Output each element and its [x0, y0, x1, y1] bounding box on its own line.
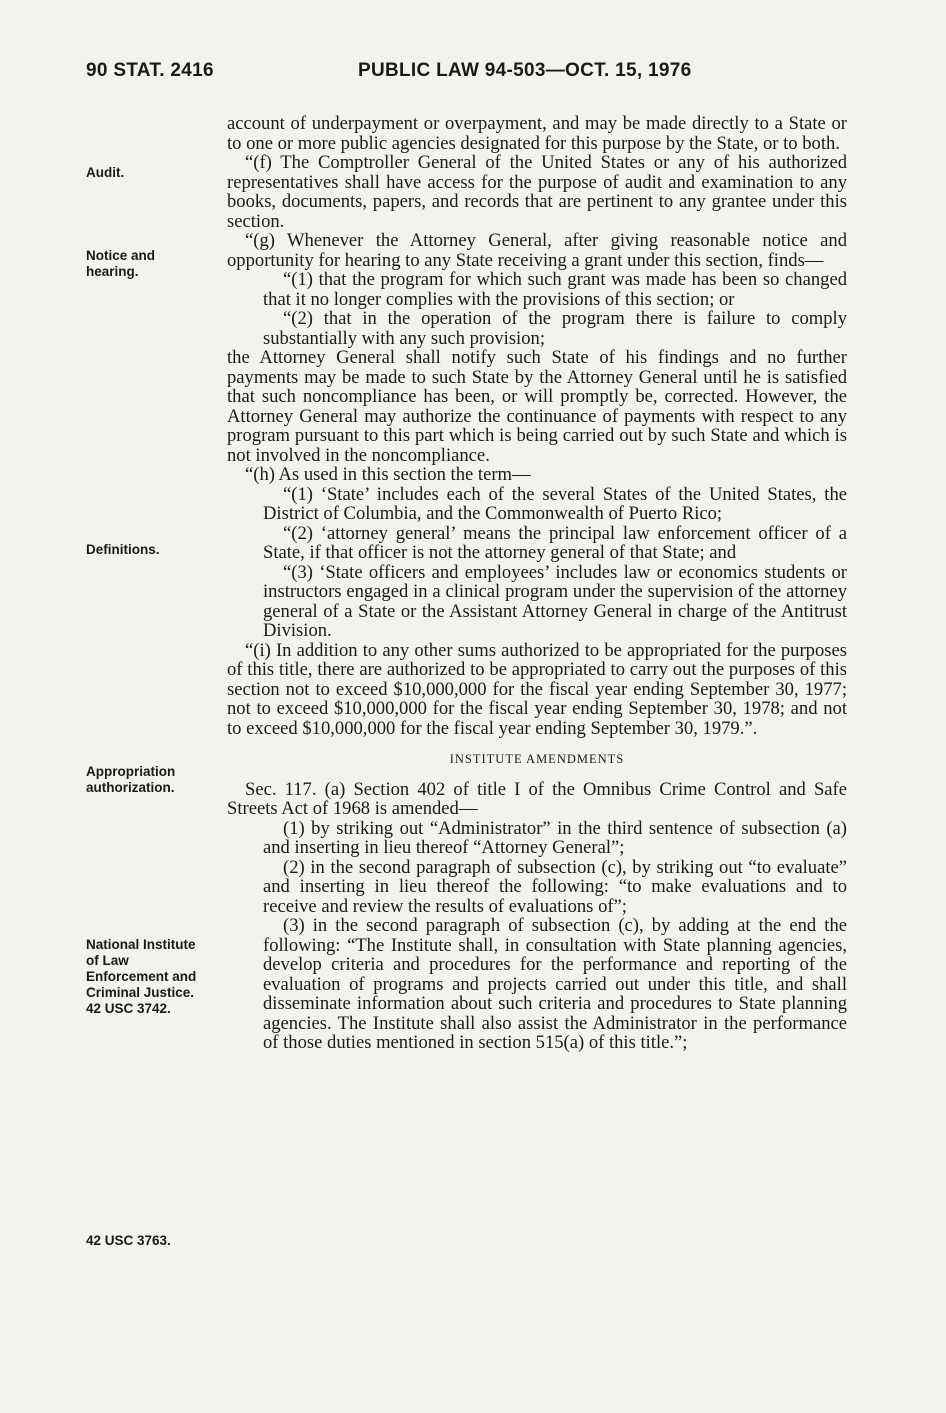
paragraph-g2: “(2) that in the operation of the program there is failure to comply substantially with any such provision; [263, 308, 847, 349]
margin-note-notice-line1: Notice and [86, 248, 156, 263]
margin-note-nile-line4: Criminal Justice. [86, 985, 195, 1000]
margin-note-nile-line2: of Law [86, 953, 129, 968]
section-heading: INSTITUTE AMENDMENTS [449, 752, 625, 766]
paragraph-117-2: (2) in the second paragraph of subsection (c), by striking out “to evaluate” and inserting in lieu thereof the following: “to make evaluations and to receive and review the results of evaluations of”; [263, 856, 847, 917]
paragraph-intro: account of underpayment or overpayment, and may be made directly to a State or to one or more public agencies designated for this purpose by the State, or to both. [227, 113, 847, 154]
margin-note-definitions-text: Definitions. [86, 542, 160, 557]
paragraph-g1: “(1) that the program for which such grant was made has been so changed that it no longer complies with the provisions of this section; or [263, 269, 847, 310]
paragraph-h1: “(1) ‘State’ includes each of the several States of the United States, the District of Columbia, and the Commonwealth of Puerto Rico; [263, 483, 847, 524]
paragraph-h-definitions: “(h) As used in this section the term— [245, 464, 531, 485]
paragraph-sec-117: Sec. 117. (a) Section 402 of title I of the Omnibus Crime Control and Safe Streets Act of 1968 is amended— [227, 778, 847, 819]
paragraph-h2: “(2) ‘attorney general’ means the principal law enforcement officer of a State, if that officer is not the attorney general of that State; and [263, 522, 847, 563]
margin-note-nile-line3: Enforcement and [86, 969, 197, 984]
margin-note-audit-text: Audit. [86, 165, 125, 180]
margin-note-nile [86, 937, 196, 1017]
margin-note-approp-line2: authorization. [86, 780, 175, 795]
margin-note-definitions [86, 542, 160, 558]
statute-body [227, 114, 847, 1053]
paragraph-f-audit: “(f) The Comptroller General of the United States or any of his authorized representatives shall have access for the purpose of audit and examination to any books, documents, papers, and records that are pertinent to any grantee under this section. [227, 152, 847, 232]
margin-note-notice-hearing [86, 248, 155, 280]
stat-page-reference: 90 STAT. 2416 [86, 60, 214, 81]
margin-note-notice-line2: hearing. [86, 264, 139, 279]
margin-note-usc-3763-text: 42 USC 3763. [86, 1233, 171, 1248]
paragraph-i-appropriation: “(i) In addition to any other sums authorized to be appropriated for the purposes of this title, there are authorized to be appropriated to carry out the purposes of this section not to exceed $10,000,000 for the fiscal year ending September 30, 1977; not to exceed $10,000,000 for the fiscal year ending September 30, 1978; and not to exceed $10,000,000 for the fiscal year ending September 30, 1979.”. [227, 639, 847, 739]
margin-note-usc-3763 [86, 1233, 171, 1249]
page-header [0, 60, 946, 90]
margin-note-audit [86, 165, 124, 181]
paragraph-117-1: (1) by striking out “Administrator” in the third sentence of subsection (a) and inserting in lieu thereof “Attorney General”; [263, 817, 847, 858]
paragraph-g-tail: the Attorney General shall notify such State of his findings and no further payments may be made to such State by the Attorney General until he is satisfied that such noncompliance has been, or will promptly be, corrected. However, the Attorney General may authorize the continuance of payments with respect to any program pursuant to this part which is being carried out by such State and which is not involved in the noncompliance. [227, 347, 847, 466]
paragraph-117-3: (3) in the second paragraph of subsection (c), by adding at the end the following: “The Institute shall, in consultation with State planning agencies, develop criteria and procedures for the performance and reporting of the evaluation of programs and projects carried out under this title, and shall disseminate information about such criteria and procedures to State planning agencies. The Institute shall also assist the Administrator in the performance of those duties mentioned in section 515(a) of this title.”; [263, 915, 847, 1053]
running-title: PUBLIC LAW 94-503—OCT. 15, 1976 [358, 60, 692, 81]
margin-note-nile-line5: 42 USC 3742. [86, 1001, 171, 1016]
paragraph-g-notice: “(g) Whenever the Attorney General, after giving reasonable notice and opportunity for hearing to any State receiving a grant under this section, finds— [227, 230, 847, 271]
margin-note-approp-line1: Appropriation [86, 764, 176, 779]
paragraph-h3: “(3) ‘State officers and employees’ includes law or economics students or instructors engaged in a clinical program under the supervision of the attorney general of a State or the Assistant Attorney General in charge of the Antitrust Division. [263, 561, 847, 641]
margin-note-appropriation [86, 764, 175, 796]
margin-note-nile-line1: National Institute [86, 937, 196, 952]
